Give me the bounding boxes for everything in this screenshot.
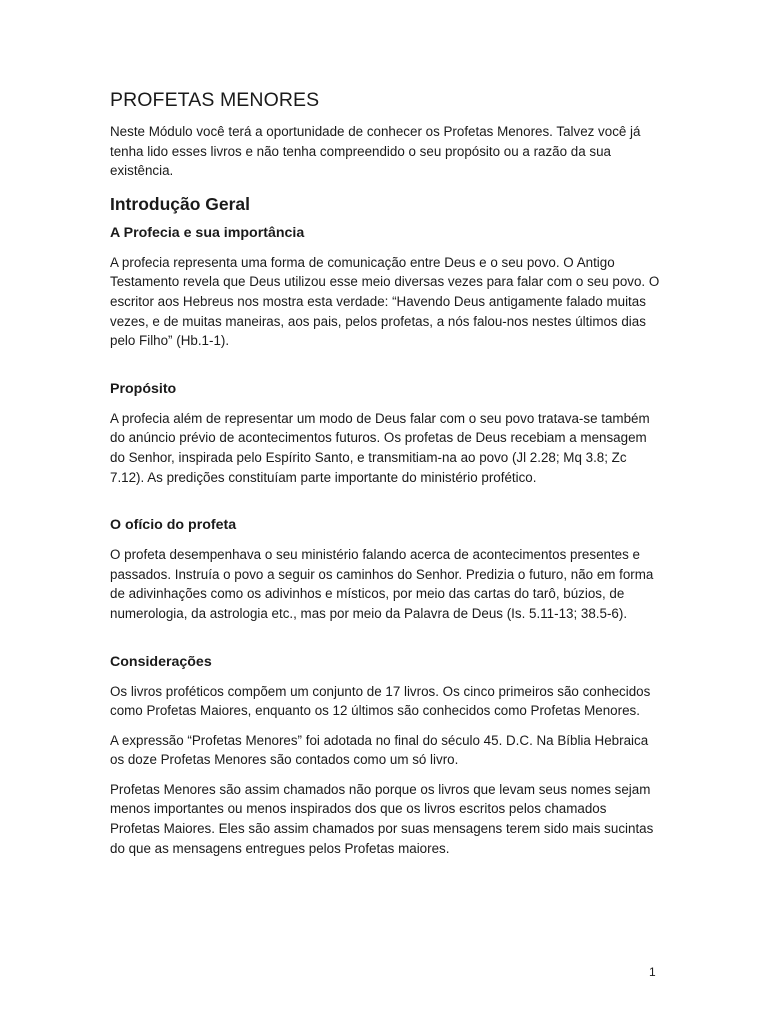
paragraph-proposito: A profecia além de representar um modo de Deus falar com o seu povo tratava-se também do anúncio prévio de acontecimentos futuros. Os profetas de Deus recebiam a mensagem do Senhor, inspirada pelo Espírito Santo, e transmitiam-na ao povo (Jl 2.28; Mq 3.8; Zc 7.12). As predições constituíam parte importante do ministério profético. [110, 410, 650, 485]
paragraph-consideracoes-1: Os livros proféticos compõem um conjunto de 17 livros. Os cinco primeiros são conhecidos como Profetas Maiores, enquanto os 12 últimos são conhecidos como Profetas Menores. [110, 683, 651, 719]
paragraph-consideracoes-2: A expressão “Profetas Menores” foi adotada no final do século 45. D.C. Na Bíblia Hebraica os doze Profetas Menores são contados como um só livro. [110, 732, 649, 768]
heading-proposito: Propósito [110, 380, 177, 397]
page-content [110, 88, 660, 868]
section-heading-introducao: Introdução Geral [110, 193, 251, 214]
page-number: 1 [649, 965, 656, 979]
paragraph-oficio: O profeta desempenhava o seu ministério falando acerca de acontecimentos presentes e passados. Instruía o povo a seguir os caminhos do Senhor. Predizia o futuro, não em forma de adivinhações como os adivinhos e místicos, por meio das cartas do tarô, búzios, de numerologia, da astrologia etc., mas por meio da Palavra de Deus (Is. 5.11-13; 38.5-6). [110, 547, 654, 621]
heading-consideracoes: Considerações [110, 653, 212, 670]
heading-oficio: O ofício do profeta [110, 517, 237, 534]
paragraph-consideracoes-3: Profetas Menores são assim chamados não porque os livros que levam seus nomes sejam menos importantes ou menos inspirados dos que os livros escritos pelos chamados Profetas Maiores. Eles são assim chamados por suas mensagens terem sido mais sucintas do que as mensagens entregues pelos Profetas maiores. [110, 781, 654, 856]
document-title: PROFETAS MENORES [110, 89, 320, 111]
heading-profecia: A Profecia e sua importância [110, 224, 305, 241]
intro-paragraph: Neste Módulo você terá a oportunidade de conhecer os Profetas Menores. Talvez você já tenha lido esses livros e não tenha compreendido o seu propósito ou a razão da sua existência. [110, 124, 641, 179]
paragraph-profecia: A profecia representa uma forma de comunicação entre Deus e o seu povo. O Antigo Testamento revela que Deus utilizou esse meio diversas vezes para falar com o seu povo. O escritor aos Hebreus nos mostra esta verdade: “Havendo Deus antigamente falado muitas vezes, e de muitas maneiras, aos pais, pelos profetas, a nós falou-nos nestes últimos dias pelo Filho” (Hb.1-1). [110, 254, 660, 349]
